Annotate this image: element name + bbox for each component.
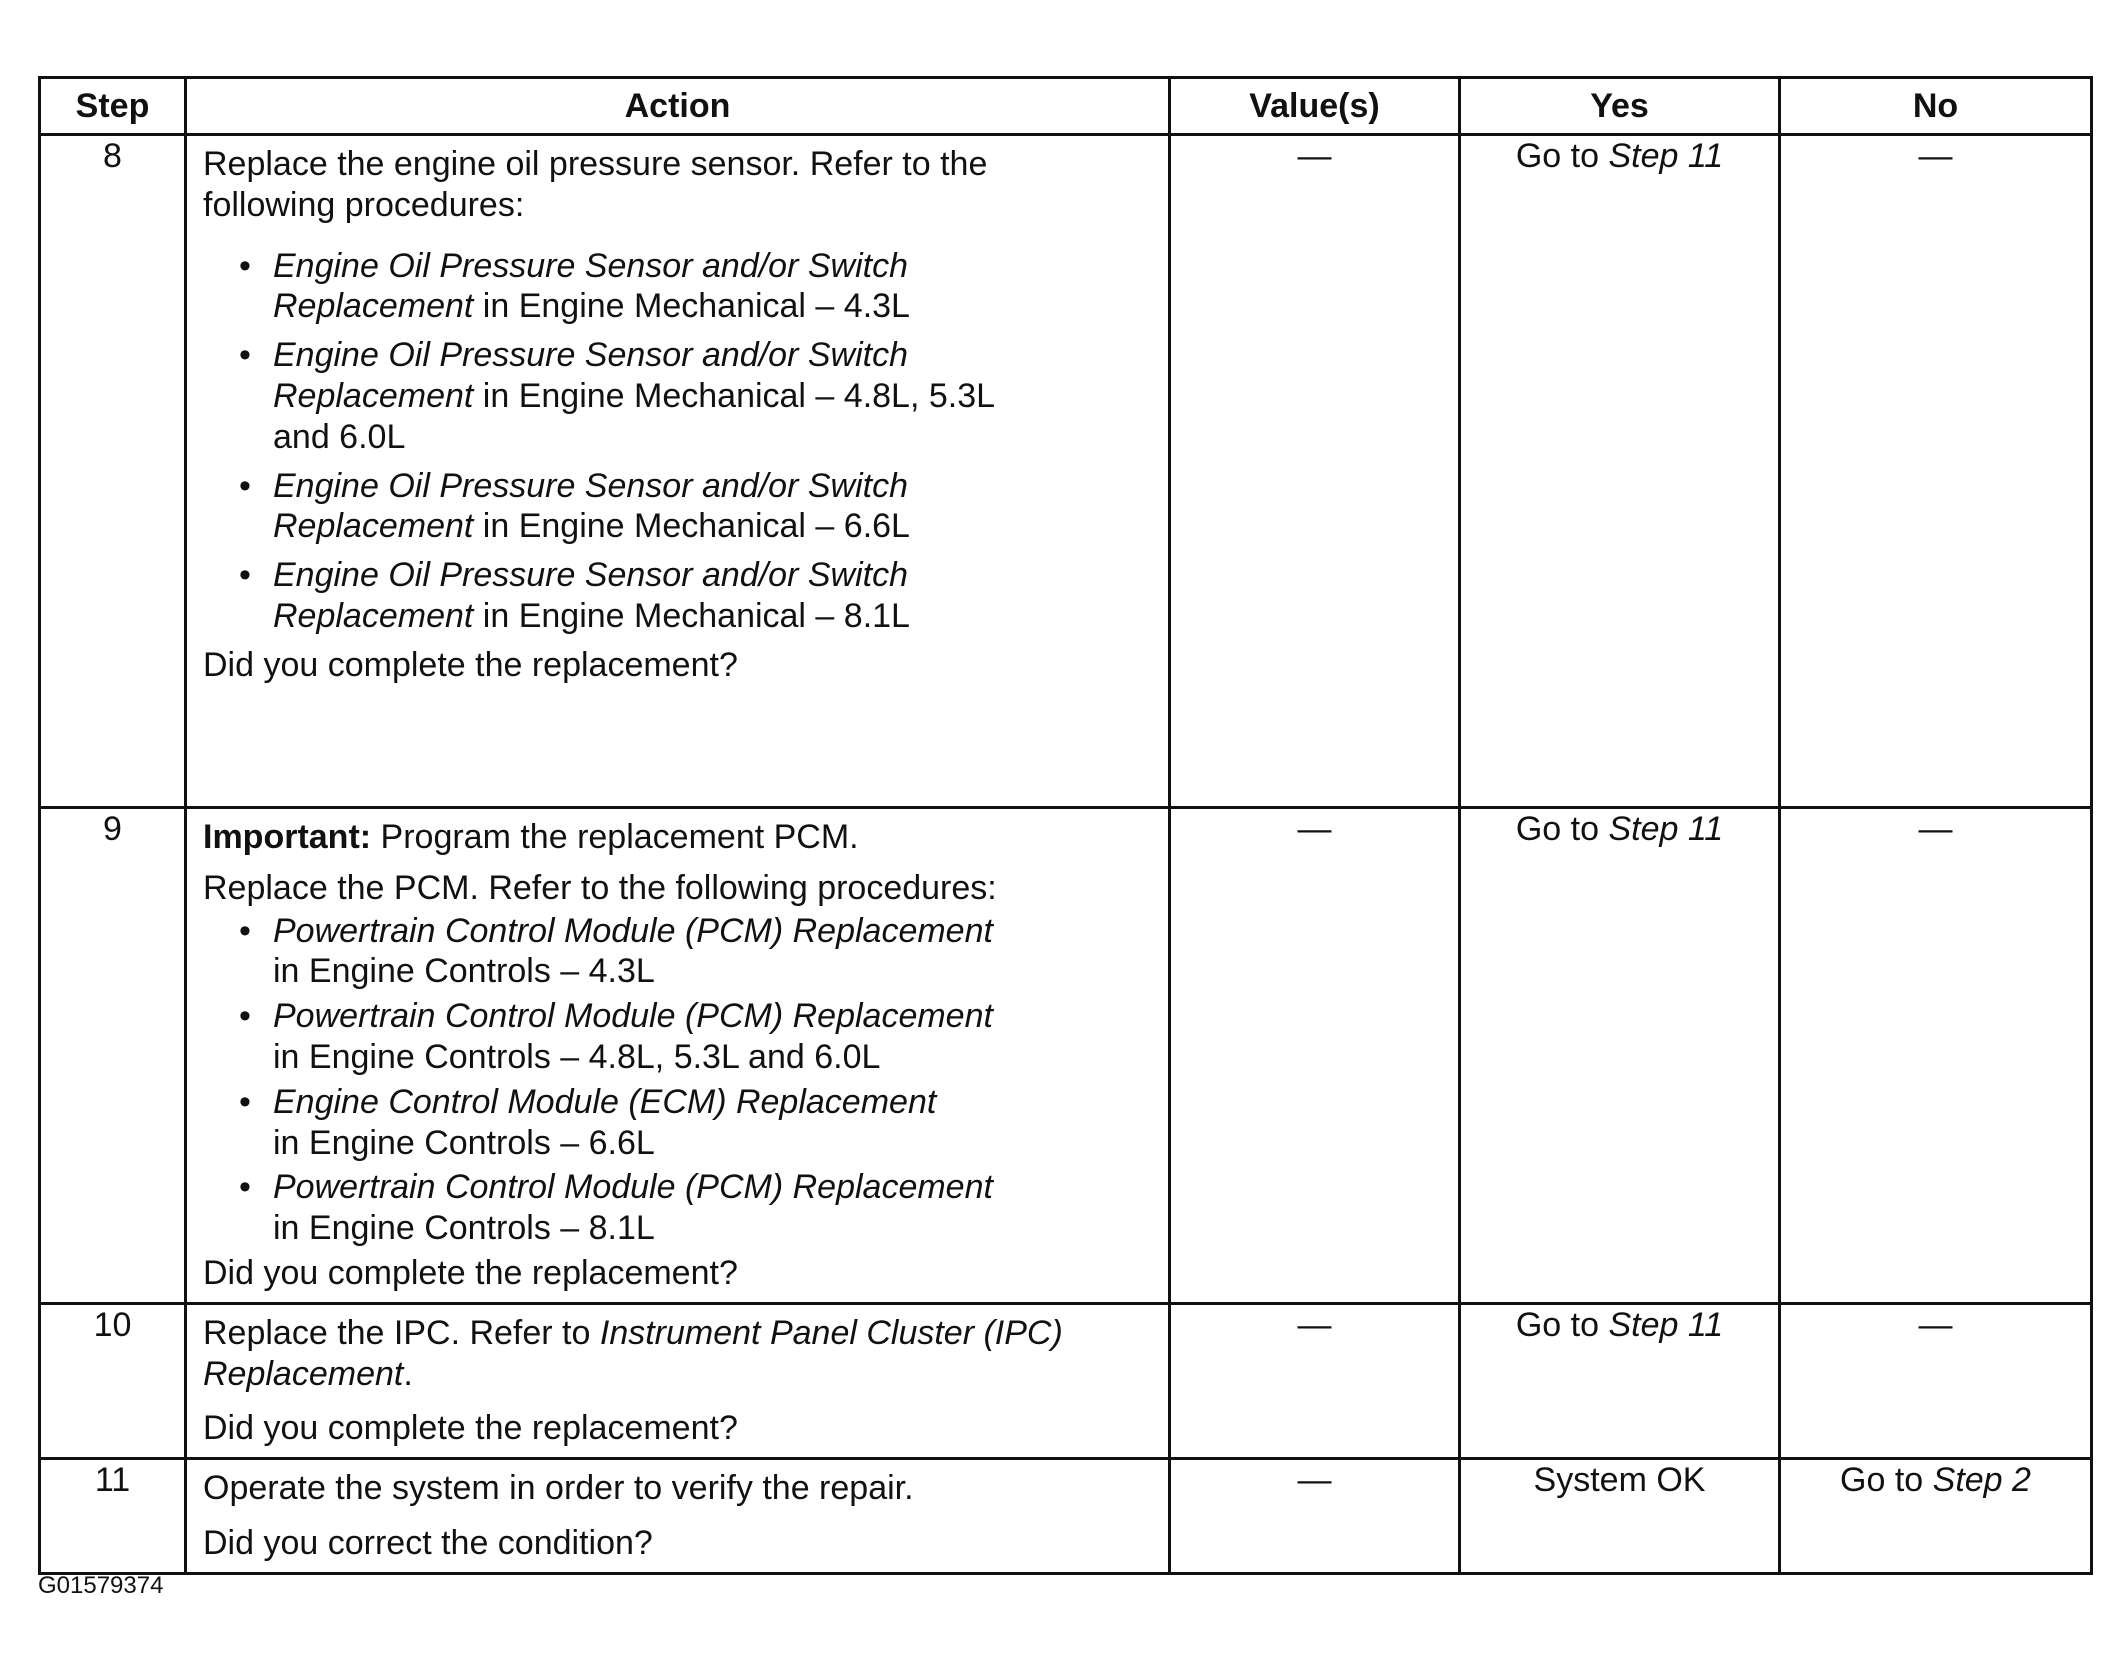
table-row-step-9	[40, 808, 2092, 1304]
header-step: Step	[40, 78, 186, 135]
action-intro	[203, 1313, 1152, 1395]
yes-prefix: Go to	[1515, 1305, 1609, 1344]
procedure-context: in Engine Controls – 4.8L, 5.3L and 6.0L	[273, 1037, 881, 1076]
action-question: Did you complete the replacement?	[203, 645, 738, 684]
no-cell	[1780, 1459, 2092, 1574]
values-cell: —	[1170, 808, 1460, 1304]
procedure-link[interactable]: Powertrain Control Module (PCM) Replacement	[273, 997, 993, 1036]
procedure-link[interactable]: Engine Oil Pressure Sensor and/or Switch Replacement	[273, 466, 908, 546]
figure-id: G01579374	[38, 1572, 164, 1599]
procedure-item	[239, 555, 999, 637]
important-note	[203, 817, 1152, 858]
procedure-link[interactable]: Engine Control Module (ECM) Replacement	[273, 1082, 937, 1121]
values-cell: —	[1170, 135, 1460, 808]
action-question: Did you complete the replacement?	[203, 1253, 738, 1292]
procedure-link[interactable]: Powertrain Control Module (PCM) Replacement	[273, 911, 993, 950]
step-number: 8	[40, 135, 186, 808]
procedure-item	[239, 1082, 1099, 1164]
header-yes: Yes	[1460, 78, 1780, 135]
diagnostic-table	[38, 76, 2093, 1575]
procedure-context: in Engine Mechanical – 6.6L	[473, 507, 910, 546]
header-values: Value(s)	[1170, 78, 1460, 135]
intro-prefix: Replace the IPC. Refer to	[203, 1313, 600, 1352]
procedure-context: in Engine Mechanical – 4.8L, 5.3L and 6.0L	[273, 376, 994, 456]
procedure-item	[239, 1167, 1099, 1249]
yes-step-link[interactable]: Step 11	[1608, 137, 1724, 175]
procedure-context: in Engine Controls – 6.6L	[273, 1123, 655, 1162]
action-cell	[186, 1303, 1170, 1458]
no-cell: —	[1780, 135, 2092, 808]
table-header-row	[40, 78, 2092, 135]
values-cell: —	[1170, 1459, 1460, 1574]
procedure-link[interactable]: Engine Oil Pressure Sensor and/or Switch Replacement	[273, 556, 908, 635]
no-cell: —	[1780, 1303, 2092, 1458]
procedure-context: in Engine Controls – 4.3L	[273, 952, 655, 991]
yes-cell	[1460, 135, 1780, 808]
procedure-link[interactable]: Engine Oil Pressure Sensor and/or Switch Replacement	[273, 336, 908, 415]
action-intro: Replace the PCM. Refer to the following procedures:	[203, 868, 997, 907]
yes-step-link[interactable]: Step 11	[1608, 1305, 1724, 1344]
table-row-step-8	[40, 135, 2092, 808]
yes-prefix: Go to	[1515, 137, 1609, 175]
procedure-item	[239, 466, 999, 548]
step-number: 10	[40, 1303, 186, 1458]
yes-cell	[1460, 808, 1780, 1304]
action-intro: Operate the system in order to verify the repair.	[203, 1469, 914, 1508]
yes-step-link[interactable]: Step 11	[1608, 810, 1724, 848]
step-number: 11	[40, 1459, 186, 1574]
header-action: Action	[186, 78, 1170, 135]
procedure-item	[239, 246, 999, 328]
yes-cell: System OK	[1460, 1459, 1780, 1574]
action-cell	[186, 135, 1170, 808]
procedure-item	[239, 996, 1099, 1078]
procedure-list	[203, 911, 1099, 1249]
important-text: Program the replacement PCM.	[371, 818, 859, 856]
no-prefix: Go to	[1840, 1461, 1933, 1500]
procedure-item	[239, 911, 1099, 993]
action-cell	[186, 808, 1170, 1304]
yes-prefix: Go to	[1515, 810, 1609, 848]
procedure-list	[203, 246, 999, 637]
action-question: Did you complete the replacement?	[203, 1409, 738, 1448]
no-step-link[interactable]: Step 2	[1932, 1461, 2031, 1500]
action-cell	[186, 1459, 1170, 1574]
table-row-step-11	[40, 1459, 2092, 1574]
table-row-step-10	[40, 1303, 2092, 1458]
action-intro: Replace the engine oil pressure sensor. Refer to the following procedures:	[203, 145, 988, 224]
procedure-item	[239, 335, 999, 457]
procedure-link[interactable]: Instrument Panel Cluster (IPC) Replacement	[203, 1313, 1063, 1393]
step-number: 9	[40, 808, 186, 1304]
yes-cell	[1460, 1303, 1780, 1458]
procedure-context: in Engine Mechanical – 4.3L	[473, 287, 910, 326]
header-no: No	[1780, 78, 2092, 135]
action-question: Did you correct the condition?	[203, 1523, 653, 1562]
values-cell: —	[1170, 1303, 1460, 1458]
no-cell: —	[1780, 808, 2092, 1304]
procedure-context: in Engine Mechanical – 8.1L	[473, 596, 910, 635]
procedure-link[interactable]: Powertrain Control Module (PCM) Replacement	[273, 1168, 993, 1207]
procedure-link[interactable]: Engine Oil Pressure Sensor and/or Switch Replacement	[273, 246, 908, 326]
important-label: Important:	[203, 818, 372, 856]
intro-suffix: .	[403, 1354, 413, 1393]
procedure-context: in Engine Controls – 8.1L	[273, 1209, 655, 1248]
